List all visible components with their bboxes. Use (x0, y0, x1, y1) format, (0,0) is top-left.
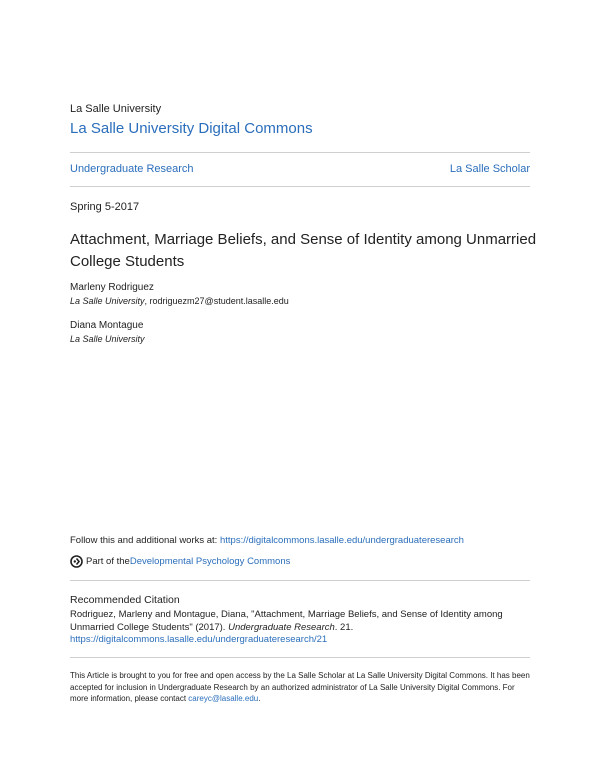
nav-la-salle-scholar-link[interactable]: La Salle Scholar (449, 163, 530, 175)
part-of-prefix: Part of the (86, 556, 130, 567)
divider-nav (70, 186, 530, 187)
nav-undergraduate-research-link[interactable]: Undergraduate Research (70, 163, 194, 175)
citation-heading: Recommended Citation (70, 594, 180, 606)
divider-footer (70, 657, 530, 658)
author-affiliation (70, 296, 289, 306)
affiliation-text: La Salle University (70, 296, 145, 306)
citation-journal: Undergraduate Research (228, 621, 335, 633)
citation-body: Rodriguez, Marleny and Montague, Diana, "Attachment, Marriage Beliefs, and Sense of Identity among Unmarried College Students" (2017). (70, 609, 503, 633)
follow-line (70, 535, 464, 546)
citation-url-link[interactable]: https://digitalcommons.lasalle.edu/undergraduateresearch/21 (70, 634, 328, 645)
footer-text: This Article is brought to you for free and open access by the La Salle Scholar at La Salle University Digital Commons. It has been accepted for inclusion in Undergraduate Research by an authorized administrator of La Salle University Digital Commons. For more information, please contact (70, 671, 530, 703)
part-of-line (70, 555, 290, 568)
author-affiliation (70, 334, 145, 344)
divider-citation (70, 580, 530, 581)
repository-link[interactable]: La Salle University Digital Commons (70, 120, 313, 137)
author-name: Diana Montague (70, 320, 144, 331)
creative-commons-icon (70, 555, 83, 568)
follow-url-link[interactable]: https://digitalcommons.lasalle.edu/undergraduateresearch (219, 535, 464, 546)
citation-number: . 21. (334, 621, 354, 633)
affiliation-text: La Salle University (70, 334, 145, 344)
footer-notice (70, 670, 535, 705)
publication-date: Spring 5-2017 (70, 201, 140, 213)
author-name: Marleny Rodriguez (70, 282, 154, 293)
author-email: , rodriguezm27@student.lasalle.edu (144, 296, 289, 306)
developmental-psychology-commons-link[interactable]: Developmental Psychology Commons (129, 556, 291, 567)
article-title: Attachment, Marriage Beliefs, and Sense of Identity among Unmarried College Students (70, 231, 537, 270)
citation-text (70, 609, 540, 647)
footer-end: . (258, 694, 261, 703)
contact-email-link[interactable]: careyc@lasalle.edu (188, 694, 259, 703)
follow-prefix: Follow this and additional works at: (70, 535, 220, 546)
divider-top (70, 152, 530, 153)
institution-name: La Salle University (70, 103, 162, 115)
